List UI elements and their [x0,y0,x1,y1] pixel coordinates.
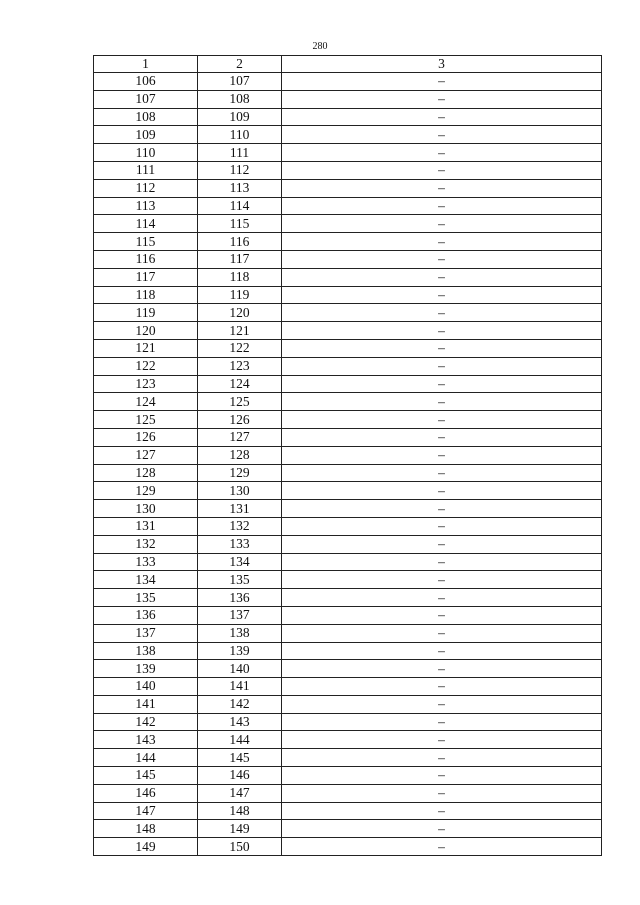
table-cell-col-1: 116 [94,250,198,268]
table-row [94,784,602,802]
table-cell-col-2: 148 [198,802,282,820]
table-row [94,126,602,144]
table-row [94,749,602,767]
table-cell-col-3: – [282,731,602,749]
table-cell-col-2: 115 [198,215,282,233]
table-cell-col-2: 143 [198,713,282,731]
table-cell-col-2: 121 [198,322,282,340]
table-cell-col-3: – [282,464,602,482]
table-cell-col-1: 115 [94,233,198,251]
table-row [94,250,602,268]
table-cell-col-3: – [282,428,602,446]
table-cell-col-1: 146 [94,784,198,802]
table-row [94,144,602,162]
table-cell-col-3: – [282,678,602,696]
table-cell-col-3: – [282,144,602,162]
table-row [94,446,602,464]
column-header-1: 1 [94,56,198,73]
table-cell-col-1: 138 [94,642,198,660]
table-cell-col-1: 140 [94,678,198,696]
table-cell-col-2: 144 [198,731,282,749]
table-cell-col-1: 112 [94,179,198,197]
table-cell-col-3: – [282,90,602,108]
table-cell-col-2: 146 [198,767,282,785]
table-row [94,695,602,713]
table-cell-col-2: 126 [198,411,282,429]
table-row [94,838,602,856]
table-cell-col-2: 110 [198,126,282,144]
table-row [94,482,602,500]
table-cell-col-3: – [282,126,602,144]
table-row [94,375,602,393]
table-cell-col-3: – [282,446,602,464]
table-cell-col-1: 117 [94,268,198,286]
table-cell-col-3: – [282,108,602,126]
table-cell-col-3: – [282,179,602,197]
table-cell-col-3: – [282,375,602,393]
table-row [94,73,602,91]
table-cell-col-3: – [282,339,602,357]
table-cell-col-1: 132 [94,535,198,553]
table-cell-col-2: 134 [198,553,282,571]
table-cell-col-3: – [282,161,602,179]
column-header-3: 3 [282,56,602,73]
table-cell-col-2: 149 [198,820,282,838]
table-row [94,713,602,731]
table-row [94,731,602,749]
table-cell-col-3: – [282,304,602,322]
table-header [94,56,602,73]
table-cell-col-3: – [282,695,602,713]
table-cell-col-1: 123 [94,375,198,393]
table-cell-col-1: 139 [94,660,198,678]
table-cell-col-3: – [282,838,602,856]
table-row [94,411,602,429]
table-cell-col-3: – [282,784,602,802]
table-cell-col-2: 127 [198,428,282,446]
table-cell-col-2: 140 [198,660,282,678]
table-row [94,268,602,286]
table-row [94,339,602,357]
table-cell-col-2: 131 [198,500,282,518]
table-cell-col-1: 106 [94,73,198,91]
table-cell-col-2: 128 [198,446,282,464]
table-cell-col-3: – [282,411,602,429]
table-cell-col-3: – [282,286,602,304]
table-cell-col-3: – [282,713,602,731]
table-cell-col-1: 119 [94,304,198,322]
table-cell-col-3: – [282,500,602,518]
table-cell-col-2: 142 [198,695,282,713]
table-cell-col-2: 136 [198,589,282,607]
table-cell-col-1: 127 [94,446,198,464]
table-cell-col-1: 141 [94,695,198,713]
table-cell-col-3: – [282,660,602,678]
table-row [94,322,602,340]
table-row [94,197,602,215]
page-number: 280 [312,41,328,52]
table-cell-col-3: – [282,357,602,375]
table-cell-col-1: 148 [94,820,198,838]
table-cell-col-1: 133 [94,553,198,571]
table-cell-col-1: 107 [94,90,198,108]
table-cell-col-3: – [282,553,602,571]
table-cell-col-1: 143 [94,731,198,749]
table-cell-col-2: 111 [198,144,282,162]
table-cell-col-1: 149 [94,838,198,856]
table-row [94,464,602,482]
table-cell-col-2: 132 [198,517,282,535]
table-cell-col-2: 116 [198,233,282,251]
table-cell-col-3: – [282,606,602,624]
table-row [94,428,602,446]
table-cell-col-2: 109 [198,108,282,126]
table-cell-col-3: – [282,802,602,820]
table-cell-col-2: 120 [198,304,282,322]
table-cell-col-3: – [282,268,602,286]
table-row [94,820,602,838]
table-cell-col-2: 113 [198,179,282,197]
data-table [93,55,602,856]
table-cell-col-3: – [282,517,602,535]
table-row [94,90,602,108]
table-row [94,286,602,304]
table-row [94,517,602,535]
table-cell-col-1: 128 [94,464,198,482]
table-cell-col-3: – [282,322,602,340]
table-row [94,660,602,678]
table-cell-col-3: – [282,197,602,215]
table-cell-col-1: 126 [94,428,198,446]
table-row [94,108,602,126]
table-cell-col-1: 120 [94,322,198,340]
table-cell-col-1: 147 [94,802,198,820]
table-cell-col-3: – [282,233,602,251]
table-row [94,571,602,589]
table-row [94,357,602,375]
table-cell-col-2: 107 [198,73,282,91]
table-cell-col-1: 125 [94,411,198,429]
table-cell-col-3: – [282,642,602,660]
table-cell-col-2: 137 [198,606,282,624]
table-cell-col-2: 112 [198,161,282,179]
table-cell-col-2: 123 [198,357,282,375]
table-cell-col-1: 145 [94,767,198,785]
table-cell-col-3: – [282,482,602,500]
table-row [94,802,602,820]
table-cell-col-2: 108 [198,90,282,108]
table-cell-col-3: – [282,589,602,607]
table-row [94,767,602,785]
table-row [94,393,602,411]
table-cell-col-1: 108 [94,108,198,126]
table-row [94,215,602,233]
table-cell-col-2: 138 [198,624,282,642]
table-cell-col-2: 122 [198,339,282,357]
table-cell-col-2: 145 [198,749,282,767]
table-cell-col-2: 129 [198,464,282,482]
table-cell-col-3: – [282,767,602,785]
table-cell-col-1: 134 [94,571,198,589]
table-row [94,589,602,607]
table-cell-col-1: 121 [94,339,198,357]
column-header-2: 2 [198,56,282,73]
table-cell-col-2: 135 [198,571,282,589]
table-row [94,535,602,553]
table-row [94,161,602,179]
table-cell-col-3: – [282,250,602,268]
table-row [94,624,602,642]
table-row [94,553,602,571]
table-row [94,642,602,660]
table-cell-col-1: 142 [94,713,198,731]
table-cell-col-1: 129 [94,482,198,500]
table-cell-col-2: 117 [198,250,282,268]
table-cell-col-2: 124 [198,375,282,393]
table-cell-col-1: 130 [94,500,198,518]
table-cell-col-2: 130 [198,482,282,500]
table-cell-col-1: 124 [94,393,198,411]
table-cell-col-2: 119 [198,286,282,304]
table-cell-col-1: 114 [94,215,198,233]
table-row [94,678,602,696]
table-cell-col-1: 135 [94,589,198,607]
table-cell-col-1: 113 [94,197,198,215]
table-cell-col-1: 122 [94,357,198,375]
table-cell-col-2: 118 [198,268,282,286]
table-row [94,233,602,251]
table-cell-col-2: 141 [198,678,282,696]
table-row [94,500,602,518]
table-cell-col-3: – [282,624,602,642]
table-cell-col-3: – [282,820,602,838]
table-cell-col-1: 144 [94,749,198,767]
table-cell-col-2: 125 [198,393,282,411]
table-cell-col-2: 114 [198,197,282,215]
table-cell-col-2: 139 [198,642,282,660]
table-cell-col-1: 110 [94,144,198,162]
table-cell-col-2: 133 [198,535,282,553]
table-row [94,179,602,197]
table-cell-col-1: 109 [94,126,198,144]
table-cell-col-2: 147 [198,784,282,802]
table-cell-col-3: – [282,215,602,233]
table-cell-col-3: – [282,73,602,91]
table-cell-col-1: 131 [94,517,198,535]
table-cell-col-3: – [282,393,602,411]
table-cell-col-1: 136 [94,606,198,624]
table-body [94,73,602,856]
table-cell-col-3: – [282,535,602,553]
table-row [94,606,602,624]
table-cell-col-1: 137 [94,624,198,642]
table-cell-col-3: – [282,571,602,589]
table-cell-col-1: 118 [94,286,198,304]
table-cell-col-1: 111 [94,161,198,179]
table-row [94,304,602,322]
table-cell-col-3: – [282,749,602,767]
header-row [94,56,602,73]
table-cell-col-2: 150 [198,838,282,856]
